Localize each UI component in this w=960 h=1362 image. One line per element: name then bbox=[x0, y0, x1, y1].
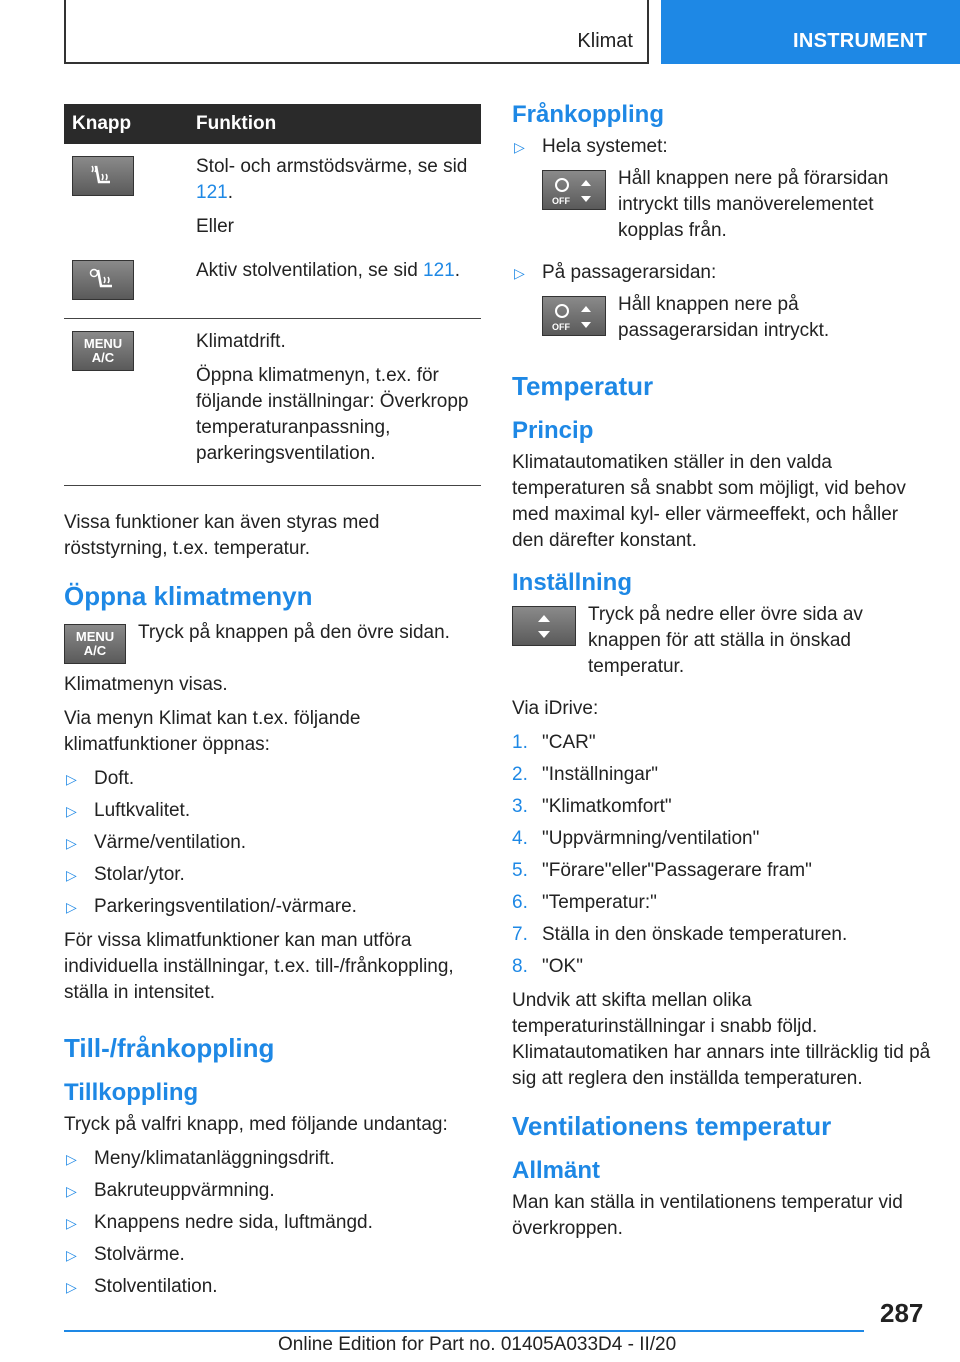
principle-text: Klimatautomatiken ställer in den valda temperaturen så snabbt som möjligt, vid behov med maximal kyl- eller värmeeffekt, och håller den därefter konstant. bbox=[512, 452, 906, 551]
heading-open-menu: Öppna klimatmenyn bbox=[64, 581, 313, 611]
row1-text: Stol- och armstödsvärme, se sid 121. bbox=[196, 156, 468, 203]
open-items-list bbox=[64, 766, 481, 920]
list-item: 3. "Klimatkomfort" bbox=[512, 796, 672, 817]
off-item2-text: Håll knappen nere på passagerarsidan intryckt. bbox=[618, 294, 830, 341]
header-section-box bbox=[64, 0, 649, 64]
on-text: Tryck på valfri knapp, med följande undantag: bbox=[64, 1114, 448, 1135]
triangle-bullet-icon: ▷ bbox=[66, 835, 77, 851]
heading-on-off: Till-/frånkoppling bbox=[64, 1033, 275, 1063]
triangle-bullet-icon: ▷ bbox=[66, 899, 77, 915]
list-item: ▷ Doft. bbox=[64, 766, 481, 792]
button-function-table bbox=[64, 104, 481, 486]
list-item: 6. "Temperatur:" bbox=[512, 892, 657, 913]
footer-edition: Online Edition for Part no. 01405A033D4 - II/20 bbox=[278, 1334, 677, 1355]
list-item: ▷ Knappens nedre sida, luftmängd. bbox=[64, 1210, 481, 1236]
list-item: ▷ På passagerarsidan: OFF Håll knappen nere på passagerarsidan intryckt. bbox=[512, 260, 932, 352]
list-item: 7. Ställa in den önskade temperaturen. bbox=[512, 924, 848, 945]
table-row bbox=[64, 144, 481, 248]
table-row bbox=[64, 248, 481, 319]
heading-setting: Inställning bbox=[512, 569, 632, 596]
list-item: ▷ Meny/klimatanläggningsdrift. bbox=[64, 1146, 481, 1172]
list-item: ▷ Stolventilation. bbox=[64, 1274, 481, 1300]
intro-text: Vissa funktioner kan även styras med röststyrning, t.ex. temperatur. bbox=[64, 512, 380, 559]
via-idrive-text: Via iDrive: bbox=[512, 698, 599, 719]
heading-ventilation-temp: Ventilationens temperatur bbox=[512, 1111, 832, 1141]
triangle-bullet-icon: ▷ bbox=[66, 1279, 77, 1295]
open-press-text: Tryck på knappen på den övre sidan. bbox=[138, 622, 450, 643]
svg-text:OFF: OFF bbox=[552, 196, 570, 206]
list-item: ▷ Bakruteuppvärmning. bbox=[64, 1178, 481, 1204]
list-item: ▷ Värme/ventilation. bbox=[64, 830, 481, 856]
seat-heating-button-icon bbox=[72, 156, 134, 196]
triangle-bullet-icon: ▷ bbox=[66, 867, 77, 883]
open-via-text: Via menyn Klimat kan t.ex. följande klimatfunktioner öppnas: bbox=[64, 708, 361, 755]
triangle-bullet-icon: ▷ bbox=[514, 265, 525, 281]
seat-ventilation-button-icon bbox=[72, 260, 134, 300]
triangle-bullet-icon: ▷ bbox=[66, 803, 77, 819]
list-item: ▷ Stolvärme. bbox=[64, 1242, 481, 1268]
col-button-header: Knapp bbox=[64, 104, 188, 144]
list-item: 2. "Inställningar" bbox=[512, 764, 658, 785]
open-menu-instruction bbox=[64, 620, 481, 664]
row1b-text: Aktiv stolventilation, se sid 121. bbox=[196, 260, 461, 281]
heading-temperature: Temperatur bbox=[512, 371, 654, 401]
heading-principle: Princip bbox=[512, 417, 594, 444]
up-down-button-icon bbox=[512, 606, 576, 646]
table-row bbox=[64, 319, 481, 486]
heading-general: Allmänt bbox=[512, 1157, 601, 1184]
list-item: ▷ Stolar/ytor. bbox=[64, 862, 481, 888]
list-item: ▷ Hela systemet: OFF Håll knappen nere på förarsidan intryckt tills manöverelementet kopplas från. bbox=[512, 134, 932, 252]
list-item: 5. "Förare"eller"Passagerare fram" bbox=[512, 860, 812, 881]
off-items-list bbox=[512, 134, 932, 352]
row2-title: Klimatdrift. bbox=[196, 331, 286, 352]
footer-divider bbox=[64, 1330, 864, 1332]
setting-text: Tryck på nedre eller övre sida av knappen för att ställa in önskad temperatur. bbox=[588, 604, 863, 677]
avoid-text: Undvik att skifta mellan olika temperaturinställningar i snabb följd. Klimatautomatiken har annars inte tillräcklig tid på sig att reglera den inställda temperaturen. bbox=[512, 990, 931, 1089]
menu-ac-button-icon: MENU A/C bbox=[64, 624, 126, 664]
on-items-list bbox=[64, 1146, 481, 1300]
fan-off-button-icon bbox=[542, 296, 606, 336]
general-text: Man kan ställa in ventilationens temperatur vid överkroppen. bbox=[512, 1192, 903, 1239]
open-note-text: För vissa klimatfunktioner kan man utföra individuella inställningar, t.ex. till-/frånkoppling, ställa in intensitet. bbox=[64, 930, 454, 1003]
left-column bbox=[64, 104, 481, 1308]
heading-on: Tillkoppling bbox=[64, 1079, 199, 1106]
page-number: 287 bbox=[880, 1298, 924, 1328]
fan-off-button-icon bbox=[542, 170, 606, 210]
right-column bbox=[512, 100, 932, 1250]
menu-ac-button-icon: MENU A/C bbox=[72, 331, 134, 371]
list-item: ▷ Luftkvalitet. bbox=[64, 798, 481, 824]
triangle-bullet-icon: ▷ bbox=[514, 139, 525, 155]
triangle-bullet-icon: ▷ bbox=[66, 1247, 77, 1263]
page-link[interactable]: 121 bbox=[196, 182, 228, 203]
heading-off: Frånkoppling bbox=[512, 101, 664, 128]
setting-instruction bbox=[512, 602, 932, 688]
row1-or: Eller bbox=[196, 216, 235, 237]
row2-text: Öppna klimatmenyn, t.ex. för följande inställningar: Överkropp temperaturanpassning, parkeringsventilation. bbox=[196, 365, 469, 464]
triangle-bullet-icon: ▷ bbox=[66, 771, 77, 787]
page-link[interactable]: 121 bbox=[423, 260, 455, 281]
header-section: Klimat bbox=[577, 30, 633, 52]
open-shown-text: Klimatmenyn visas. bbox=[64, 674, 228, 695]
off-item1-text: Håll knappen nere på förarsidan intryckt tills manöverelementet kopplas från. bbox=[618, 168, 889, 241]
header-chapter: INSTRUMENT bbox=[793, 30, 928, 52]
list-item: 8. "OK" bbox=[512, 956, 583, 977]
list-item: ▷ Parkeringsventilation/-värmare. bbox=[64, 894, 481, 920]
steps-list bbox=[512, 730, 932, 980]
table-header-row bbox=[64, 104, 481, 144]
triangle-bullet-icon: ▷ bbox=[66, 1183, 77, 1199]
list-item: 1. "CAR" bbox=[512, 732, 596, 753]
col-function-header: Funktion bbox=[188, 104, 481, 144]
triangle-bullet-icon: ▷ bbox=[66, 1215, 77, 1231]
triangle-bullet-icon: ▷ bbox=[66, 1151, 77, 1167]
header-chapter-tab[interactable] bbox=[661, 0, 960, 64]
svg-text:OFF: OFF bbox=[552, 322, 570, 332]
list-item: 4. "Uppvärmning/ventilation" bbox=[512, 828, 760, 849]
